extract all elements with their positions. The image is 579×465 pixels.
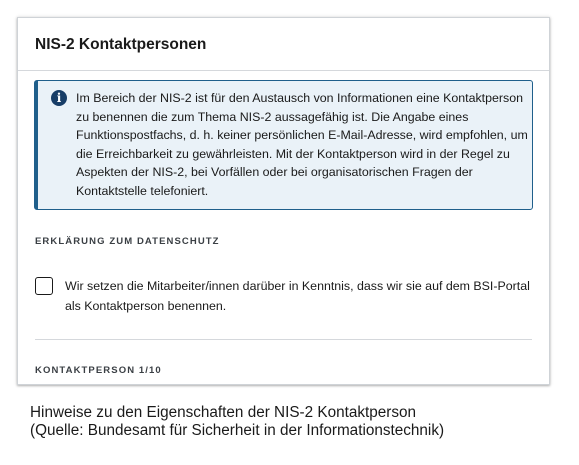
privacy-consent-checkbox[interactable] bbox=[35, 277, 53, 295]
privacy-consent-row[interactable] bbox=[35, 274, 535, 318]
nis2-contacts-card bbox=[17, 17, 550, 385]
contact-section-label: KONTAKTPERSON 1/10 bbox=[35, 365, 162, 376]
privacy-consent-label[interactable]: Wir setzen die Mitarbeiter/innen darüber in Kenntnis, dass wir sie auf dem BSI-Portal als Kontaktperson benennen. bbox=[65, 279, 530, 313]
caption-line-2: (Quelle: Bundesamt für Sicherheit in der Informationstechnik) bbox=[30, 422, 445, 439]
header-divider bbox=[18, 70, 549, 71]
info-text: Im Bereich der NIS-2 ist für den Austausch von Informationen eine Kontaktperson zu benennen die zum Thema NIS-2 aussagefähig ist. Die Angabe eines Funktionspostfachs, d. h. keiner persönlichen E-Mail-Adresse, wird empfohlen, um die Erreichbarkeit zu gewährleisten. Mit der Kontaktperson wird in der Regel zu Aspekten der NIS-2, bei Vorfällen oder bei organisatorischen Fragen der Kontaktstelle telefoniert. bbox=[76, 91, 528, 198]
privacy-section-label: ERKLÄRUNG ZUM DATENSCHUTZ bbox=[35, 236, 220, 247]
caption-line-1: Hinweise zu den Eigenschaften der NIS-2 Kontaktperson bbox=[30, 404, 417, 421]
section-divider bbox=[35, 339, 532, 340]
card-title: NIS-2 Kontaktpersonen bbox=[35, 36, 207, 53]
info-box bbox=[34, 80, 533, 210]
info-icon: i bbox=[51, 90, 67, 106]
figure-caption bbox=[30, 404, 570, 440]
